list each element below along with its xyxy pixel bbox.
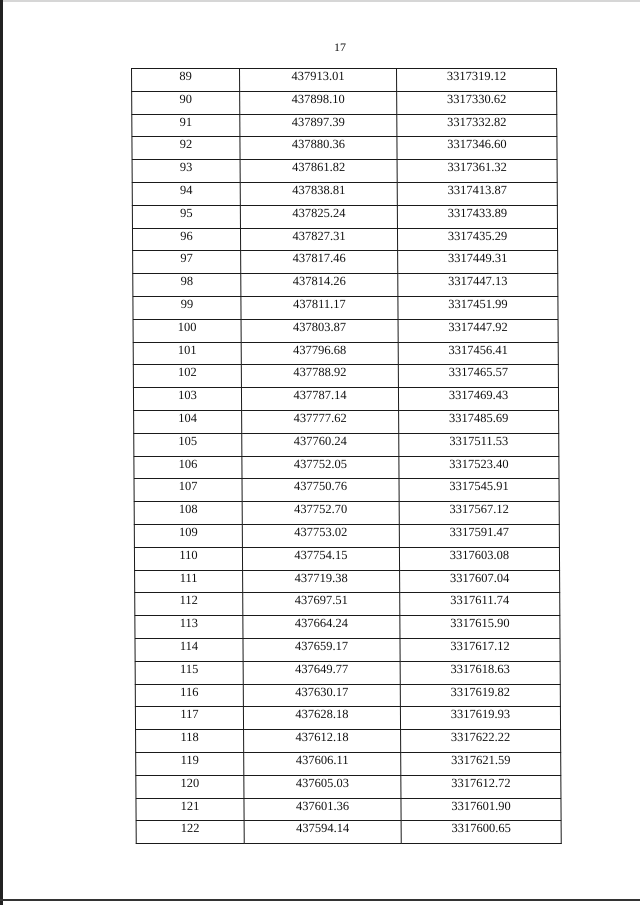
y-coordinate-cell-text: 3317435.29 [447, 228, 508, 243]
point-number-cell [135, 638, 243, 661]
y-coordinate-cell-text: 3317511.53 [449, 433, 509, 448]
y-coordinate-cell [399, 456, 559, 479]
x-coordinate-cell [244, 730, 401, 753]
y-coordinate-cell-text: 3317332.82 [447, 114, 507, 129]
table-row [134, 456, 559, 479]
y-coordinate-cell-text: 3317361.32 [447, 160, 507, 175]
page-number: 17 [334, 40, 346, 54]
x-coordinate-cell-text: 437630.17 [295, 684, 349, 699]
y-coordinate-cell-text: 3317611.74 [450, 593, 510, 608]
scan-left-edge [0, 0, 3, 905]
y-coordinate-cell-text: 3317603.08 [449, 547, 510, 562]
point-number-cell [133, 251, 241, 274]
x-coordinate-cell [241, 296, 398, 319]
table-row [132, 69, 557, 92]
y-coordinate-cell [400, 638, 560, 661]
table-row [132, 228, 557, 251]
coordinate-table [131, 68, 562, 844]
table-row [133, 388, 558, 411]
x-coordinate-cell-text: 437796.68 [293, 342, 347, 357]
y-coordinate-cell-text: 3317447.92 [448, 319, 508, 334]
y-coordinate-cell-text: 3317591.47 [449, 524, 510, 539]
x-coordinate-cell [242, 479, 399, 502]
x-coordinate-cell [240, 69, 397, 92]
x-coordinate-cell-text: 437659.17 [294, 638, 349, 653]
x-coordinate-cell-text: 437861.82 [292, 160, 346, 175]
y-coordinate-cell-text: 3317617.12 [450, 638, 510, 653]
table-row [136, 821, 561, 844]
x-coordinate-cell [240, 182, 397, 205]
y-coordinate-cell [398, 388, 558, 411]
y-coordinate-cell-text: 3317469.43 [448, 388, 509, 403]
point-number-cell-text: 110 [179, 547, 198, 562]
x-coordinate-cell-text: 437838.81 [292, 182, 346, 197]
x-coordinate-cell [242, 433, 399, 456]
x-coordinate-cell-text: 437787.14 [293, 388, 347, 403]
table-row [134, 524, 559, 547]
y-coordinate-cell [397, 160, 557, 183]
point-number-cell [132, 205, 240, 228]
y-coordinate-cell [400, 707, 560, 730]
y-coordinate-cell-text: 3317485.69 [448, 410, 509, 425]
table-row [133, 342, 558, 365]
point-number-cell [135, 684, 243, 707]
x-coordinate-cell-text: 437811.17 [293, 296, 346, 311]
y-coordinate-cell-text: 3317465.57 [448, 365, 509, 380]
x-coordinate-cell [241, 319, 398, 342]
x-coordinate-cell [242, 456, 399, 479]
x-coordinate-cell [243, 570, 400, 593]
point-number-cell [133, 342, 241, 365]
scan-bottom-edge [0, 899, 640, 901]
y-coordinate-cell [401, 821, 561, 844]
table-row [135, 616, 560, 639]
x-coordinate-cell [243, 684, 400, 707]
coordinate-table-body [132, 69, 562, 844]
y-coordinate-cell-text: 3317330.62 [446, 91, 507, 106]
point-number-cell [136, 821, 244, 844]
y-coordinate-cell [401, 798, 561, 821]
x-coordinate-cell [240, 91, 397, 114]
x-coordinate-cell [242, 502, 399, 525]
point-number-cell [132, 91, 240, 114]
x-coordinate-cell-text: 437754.15 [294, 547, 348, 562]
y-coordinate-cell-text: 3317545.91 [449, 479, 509, 494]
point-number-cell-text: 94 [179, 182, 193, 197]
y-coordinate-cell [398, 342, 558, 365]
table-row [135, 638, 560, 661]
point-number-cell [132, 69, 240, 92]
x-coordinate-cell-text: 437719.38 [294, 570, 348, 585]
table-row [132, 182, 557, 205]
table-row [134, 410, 559, 433]
x-coordinate-cell-text: 437817.46 [292, 251, 346, 266]
point-number-cell [136, 775, 244, 798]
x-coordinate-cell-text: 437814.26 [292, 274, 346, 289]
x-coordinate-cell [241, 365, 398, 388]
point-number-cell-text: 104 [178, 410, 198, 425]
y-coordinate-cell-text: 3317567.12 [449, 502, 509, 517]
point-number-cell [132, 182, 240, 205]
y-coordinate-cell [400, 661, 560, 684]
point-number-cell [132, 160, 240, 183]
x-coordinate-cell [244, 752, 401, 775]
point-number-cell [136, 752, 244, 775]
point-number-cell-text: 109 [178, 524, 198, 539]
point-number-cell-text: 108 [178, 502, 198, 517]
point-number-cell [134, 547, 242, 570]
x-coordinate-cell-text: 437760.24 [293, 433, 347, 448]
table-row [132, 114, 557, 137]
point-number-cell [135, 661, 243, 684]
y-coordinate-cell [397, 91, 557, 114]
x-coordinate-cell [242, 547, 399, 570]
scan-top-edge [0, 0, 640, 2]
point-number-cell-text: 90 [179, 91, 192, 106]
point-number-cell-text: 89 [179, 69, 192, 83]
point-number-cell [134, 410, 242, 433]
x-coordinate-cell [241, 251, 398, 274]
y-coordinate-cell-text: 3317523.40 [449, 456, 509, 471]
x-coordinate-cell-text: 437898.10 [291, 91, 345, 106]
point-number-cell [133, 365, 241, 388]
table-row [135, 570, 560, 593]
point-number-cell-text: 114 [179, 638, 199, 653]
point-number-cell-text: 121 [180, 798, 200, 813]
x-coordinate-cell-text: 437752.05 [293, 456, 348, 471]
x-coordinate-cell-text: 437897.39 [291, 114, 345, 129]
x-coordinate-cell-text: 437612.18 [295, 730, 349, 745]
x-coordinate-cell-text: 437605.03 [295, 775, 349, 790]
point-number-cell [134, 456, 242, 479]
y-coordinate-cell [400, 684, 560, 707]
point-number-cell [134, 502, 242, 525]
x-coordinate-cell [241, 342, 398, 365]
point-number-cell [135, 707, 243, 730]
x-coordinate-cell-text: 437601.36 [295, 798, 350, 813]
point-number-cell-text: 112 [179, 593, 198, 608]
y-coordinate-cell-text: 3317622.22 [450, 730, 511, 745]
y-coordinate-cell [397, 228, 557, 251]
point-number-cell-text: 111 [179, 570, 198, 585]
table-row [136, 752, 561, 775]
y-coordinate-cell [398, 274, 558, 297]
y-coordinate-cell [399, 433, 559, 456]
point-number-cell [134, 524, 242, 547]
y-coordinate-cell [401, 752, 561, 775]
x-coordinate-cell [244, 821, 401, 844]
x-coordinate-cell-text: 437606.11 [295, 752, 349, 767]
table-row [132, 137, 557, 160]
x-coordinate-cell-text: 437913.01 [291, 69, 345, 83]
x-coordinate-cell-text: 437750.76 [293, 479, 348, 494]
x-coordinate-cell-text: 437788.92 [293, 365, 347, 380]
point-number-cell [134, 479, 242, 502]
y-coordinate-cell [397, 137, 557, 160]
point-number-cell-text: 118 [180, 730, 199, 745]
x-coordinate-cell-text: 437649.77 [295, 661, 349, 676]
point-number-cell-text: 117 [180, 707, 199, 722]
point-number-cell [135, 616, 243, 639]
point-number-cell-text: 115 [179, 661, 199, 676]
table-row [133, 251, 558, 274]
x-coordinate-cell [240, 205, 397, 228]
x-coordinate-cell [241, 274, 398, 297]
y-coordinate-cell-text: 3317413.87 [447, 182, 507, 197]
y-coordinate-cell [401, 775, 561, 798]
y-coordinate-cell [397, 114, 557, 137]
y-coordinate-cell [397, 205, 557, 228]
point-number-cell [133, 388, 241, 411]
y-coordinate-cell-text: 3317447.13 [448, 274, 508, 289]
table-row [134, 433, 559, 456]
y-coordinate-cell [400, 616, 560, 639]
y-coordinate-cell [399, 524, 559, 547]
y-coordinate-cell-text: 3317619.82 [450, 684, 511, 699]
table-row [135, 661, 560, 684]
point-number-cell [135, 570, 243, 593]
x-coordinate-cell [244, 775, 401, 798]
point-number-cell [133, 319, 241, 342]
y-coordinate-cell-text: 3317319.12 [446, 69, 507, 83]
point-number-cell-text: 122 [180, 821, 200, 836]
table-row [132, 91, 557, 114]
y-coordinate-cell-text: 3317619.93 [450, 707, 511, 722]
x-coordinate-cell-text: 437777.62 [293, 410, 347, 425]
x-coordinate-cell [243, 707, 400, 730]
x-coordinate-cell [240, 160, 397, 183]
point-number-cell-text: 93 [179, 160, 193, 175]
table-row [133, 296, 558, 319]
table-row [136, 775, 561, 798]
point-number-cell-text: 97 [180, 251, 193, 266]
point-number-cell-text: 91 [179, 114, 193, 129]
y-coordinate-cell-text: 3317449.31 [447, 251, 508, 266]
table-row [133, 319, 558, 342]
x-coordinate-cell-text: 437825.24 [292, 205, 346, 220]
y-coordinate-cell [399, 547, 559, 570]
point-number-cell [134, 433, 242, 456]
y-coordinate-cell [397, 182, 557, 205]
y-coordinate-cell-text: 3317456.41 [448, 342, 508, 357]
x-coordinate-cell [240, 114, 397, 137]
point-number-cell [136, 798, 244, 821]
point-number-cell [133, 296, 241, 319]
y-coordinate-cell-text: 3317621.59 [450, 752, 511, 767]
y-coordinate-cell [398, 296, 558, 319]
x-coordinate-cell-text: 437628.18 [295, 707, 349, 722]
point-number-cell-text: 96 [180, 228, 193, 243]
point-number-cell-text: 95 [180, 205, 193, 220]
table-row [133, 274, 558, 297]
y-coordinate-cell-text: 3317600.65 [451, 821, 511, 836]
x-coordinate-cell-text: 437753.02 [294, 524, 348, 539]
point-number-cell-text: 119 [180, 752, 199, 767]
point-number-cell-text: 106 [178, 456, 198, 471]
point-number-cell [132, 228, 240, 251]
x-coordinate-cell-text: 437803.87 [292, 319, 347, 334]
x-coordinate-cell [242, 524, 399, 547]
point-number-cell-text: 120 [180, 775, 200, 790]
table-row [134, 547, 559, 570]
table-row [135, 707, 560, 730]
x-coordinate-cell [244, 798, 401, 821]
y-coordinate-cell [397, 69, 557, 92]
y-coordinate-cell [398, 251, 558, 274]
x-coordinate-cell-text: 437827.31 [292, 228, 346, 243]
point-number-cell-text: 99 [180, 296, 194, 311]
y-coordinate-cell-text: 3317618.63 [450, 661, 510, 676]
x-coordinate-cell [240, 228, 397, 251]
point-number-cell-text: 116 [180, 684, 199, 699]
table-row [134, 479, 559, 502]
x-coordinate-cell [243, 616, 400, 639]
table-row [135, 593, 560, 616]
x-coordinate-cell [243, 593, 400, 616]
point-number-cell [132, 114, 240, 137]
point-number-cell-text: 98 [180, 274, 194, 289]
y-coordinate-cell [401, 730, 561, 753]
point-number-cell-text: 105 [178, 433, 198, 448]
point-number-cell-text: 101 [177, 342, 197, 357]
table-row [132, 205, 557, 228]
y-coordinate-cell [400, 593, 560, 616]
point-number-cell-text: 92 [179, 137, 193, 152]
table-row [136, 798, 561, 821]
point-number-cell-text: 103 [178, 388, 197, 403]
x-coordinate-cell-text: 437697.51 [294, 593, 348, 608]
y-coordinate-cell [399, 479, 559, 502]
y-coordinate-cell-text: 3317612.72 [451, 775, 511, 790]
x-coordinate-cell [243, 638, 400, 661]
point-number-cell [136, 730, 244, 753]
point-number-cell-text: 102 [177, 365, 197, 380]
x-coordinate-cell-text: 437752.70 [294, 502, 348, 517]
x-coordinate-cell-text: 437880.36 [291, 137, 346, 152]
point-number-cell-text: 113 [179, 616, 199, 631]
table-row [133, 365, 558, 388]
y-coordinate-cell [400, 570, 560, 593]
x-coordinate-cell-text: 437664.24 [294, 616, 348, 631]
y-coordinate-cell-text: 3317607.04 [449, 570, 510, 585]
point-number-cell-text: 107 [178, 479, 198, 494]
table-row [134, 502, 559, 525]
y-coordinate-cell [399, 502, 559, 525]
y-coordinate-cell-text: 3317451.99 [448, 296, 508, 311]
point-number-cell [132, 137, 240, 160]
table-row [132, 160, 557, 183]
x-coordinate-cell [240, 137, 397, 160]
point-number-cell [133, 274, 241, 297]
x-coordinate-cell-text: 437594.14 [296, 821, 350, 836]
x-coordinate-cell [242, 410, 399, 433]
x-coordinate-cell [241, 388, 398, 411]
y-coordinate-cell-text: 3317346.60 [447, 137, 507, 152]
y-coordinate-cell-text: 3317433.89 [447, 205, 508, 220]
y-coordinate-cell [398, 365, 558, 388]
x-coordinate-cell [243, 661, 400, 684]
table-row [136, 730, 561, 753]
y-coordinate-cell-text: 3317601.90 [451, 798, 511, 813]
point-number-cell [135, 593, 243, 616]
y-coordinate-cell [399, 410, 559, 433]
point-number-cell-text: 100 [177, 319, 197, 334]
table-row [135, 684, 560, 707]
y-coordinate-cell-text: 3317615.90 [450, 616, 510, 631]
y-coordinate-cell [398, 319, 558, 342]
